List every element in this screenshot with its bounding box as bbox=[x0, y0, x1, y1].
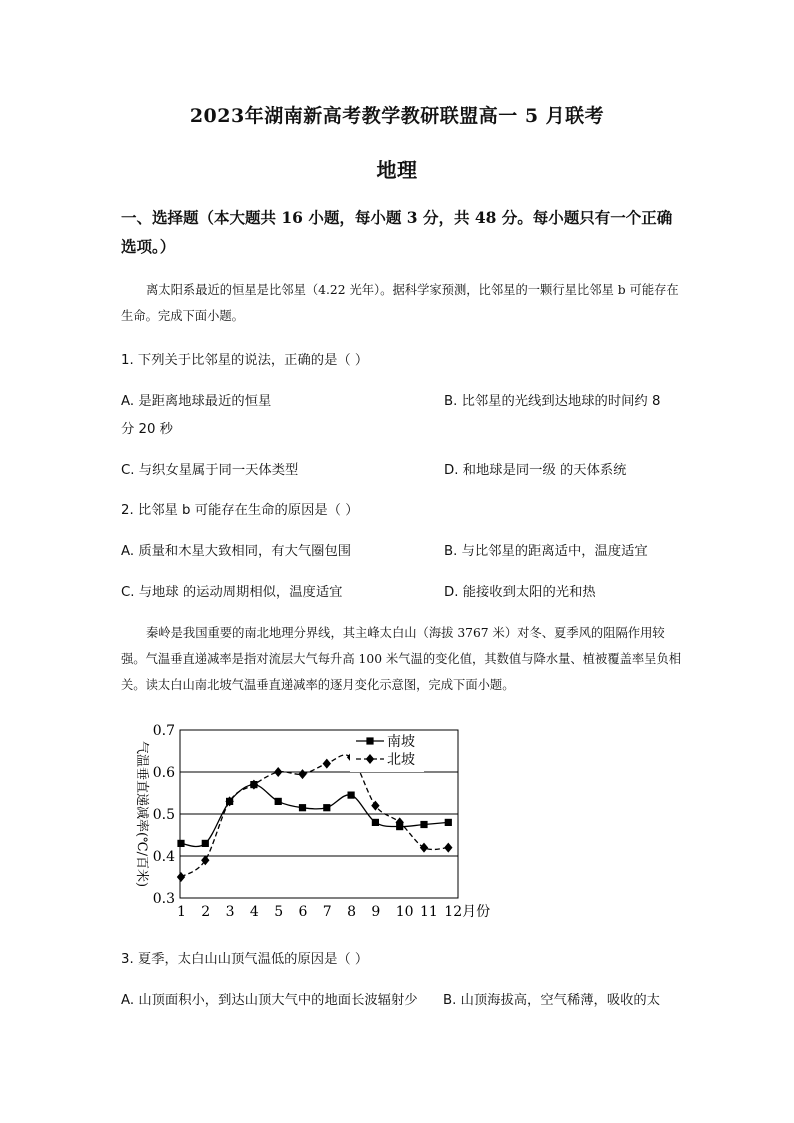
x-tick-label: 4 bbox=[249, 904, 259, 920]
question-1-option-b-continued: 分 20 秒 bbox=[121, 422, 173, 437]
x-tick-label: 7 bbox=[322, 904, 332, 920]
y-axis-label: 气温垂直递减率(℃/百米) bbox=[134, 740, 149, 888]
passage-1: 离太阳系最近的恒星是比邻星（4.22 光年）。据科学家预测，比邻星的一颗行星比邻星 b 可能存在生命。完成下面小题。 bbox=[121, 283, 679, 323]
x-tick-labels bbox=[177, 904, 490, 920]
y-tick-label: 0.4 bbox=[152, 849, 175, 865]
question-2-stem: 2. 比邻星 b 可能存在生命的原因是（ ） bbox=[121, 503, 359, 518]
data-point-square bbox=[348, 792, 355, 799]
question-1-option-b: B. 比邻星的光线到达地球的时间约 8 bbox=[444, 394, 661, 409]
subject-title: 地理 bbox=[376, 158, 418, 182]
data-point-diamond bbox=[298, 769, 306, 779]
legend-marker-square bbox=[366, 737, 373, 744]
y-tick-label: 0.7 bbox=[152, 723, 175, 739]
y-tick-labels bbox=[153, 723, 175, 907]
lapse-rate-chart bbox=[118, 718, 498, 923]
x-tick-label: 1 bbox=[177, 904, 186, 920]
x-tick-label: 11 bbox=[420, 904, 438, 920]
data-point-square bbox=[275, 798, 282, 805]
x-tick-label: 12月份 bbox=[444, 904, 491, 920]
y-tick-label: 0.6 bbox=[152, 765, 175, 781]
data-point-square bbox=[202, 840, 209, 847]
passage-2: 秦岭是我国重要的南北地理分界线，其主峰太白山（海拔 3767 米）对冬、夏季风的阻隔作用较强。气温垂直递减率是指对流层大气每升高 100 米气温的变化值，其数值与降水量、植被覆盖率呈负相关。读太白山南北坡气温垂直递减率的逐月变化示意图，完成下面小题。 bbox=[121, 626, 682, 692]
x-tick-label: 6 bbox=[298, 904, 308, 920]
section-heading: 一、选择题（本大题共 16 小题，每小题 3 分，共 48 分。每小题只有一个正确选项。） bbox=[121, 208, 673, 256]
data-point-diamond bbox=[177, 872, 185, 882]
question-1-option-d: D. 和地球是同一级 的天体系统 bbox=[444, 463, 627, 478]
x-tick-label: 10 bbox=[395, 904, 414, 920]
question-2-option-b: B. 与比邻星的距离适中，温度适宜 bbox=[444, 544, 648, 559]
question-1-option-a: A. 是距离地球最近的恒星 bbox=[121, 394, 272, 409]
data-point-square bbox=[177, 840, 184, 847]
series-line-1 bbox=[181, 785, 448, 847]
legend-label: 南坡 bbox=[387, 734, 415, 750]
data-point-diamond bbox=[274, 767, 282, 777]
x-tick-label: 2 bbox=[201, 904, 211, 920]
data-point-diamond bbox=[444, 843, 452, 853]
question-2-option-c: C. 与地球 的运动周期相似，温度适宜 bbox=[121, 585, 343, 600]
question-1-option-c: C. 与织女星属于同一天体类型 bbox=[121, 463, 299, 478]
y-tick-label: 0.3 bbox=[152, 891, 175, 907]
question-2-option-a: A. 质量和木星大致相同，有大气圈包围 bbox=[121, 544, 352, 559]
question-3-stem: 3. 夏季，太白山山顶气温低的原因是（ ） bbox=[121, 952, 369, 967]
x-tick-label: 9 bbox=[371, 904, 381, 920]
data-point-square bbox=[372, 819, 379, 826]
exam-title: 2023年湖南新高考教学教研联盟高一 5 月联考 bbox=[189, 105, 605, 127]
data-point-square bbox=[299, 804, 306, 811]
question-2-option-d: D. 能接收到太阳的光和热 bbox=[444, 585, 596, 600]
data-point-square bbox=[323, 804, 330, 811]
x-tick-label: 8 bbox=[347, 904, 357, 920]
data-point-square bbox=[420, 821, 427, 828]
x-tick-label: 5 bbox=[274, 904, 284, 920]
x-tick-label: 3 bbox=[225, 904, 235, 920]
y-tick-label: 0.5 bbox=[152, 807, 175, 823]
data-point-square bbox=[445, 819, 452, 826]
data-point-diamond bbox=[420, 843, 428, 853]
legend-label: 北坡 bbox=[387, 752, 415, 768]
question-3-option-a: A. 山顶面积小，到达山顶大气中的地面长波辐射少 bbox=[121, 993, 418, 1008]
chart-legend bbox=[350, 732, 424, 772]
question-1-stem: 1. 下列关于比邻星的说法，正确的是（ ） bbox=[121, 353, 369, 368]
question-3-option-b: B. 山顶海拔高，空气稀薄，吸收的太 bbox=[443, 993, 661, 1008]
data-point-diamond bbox=[323, 759, 331, 769]
